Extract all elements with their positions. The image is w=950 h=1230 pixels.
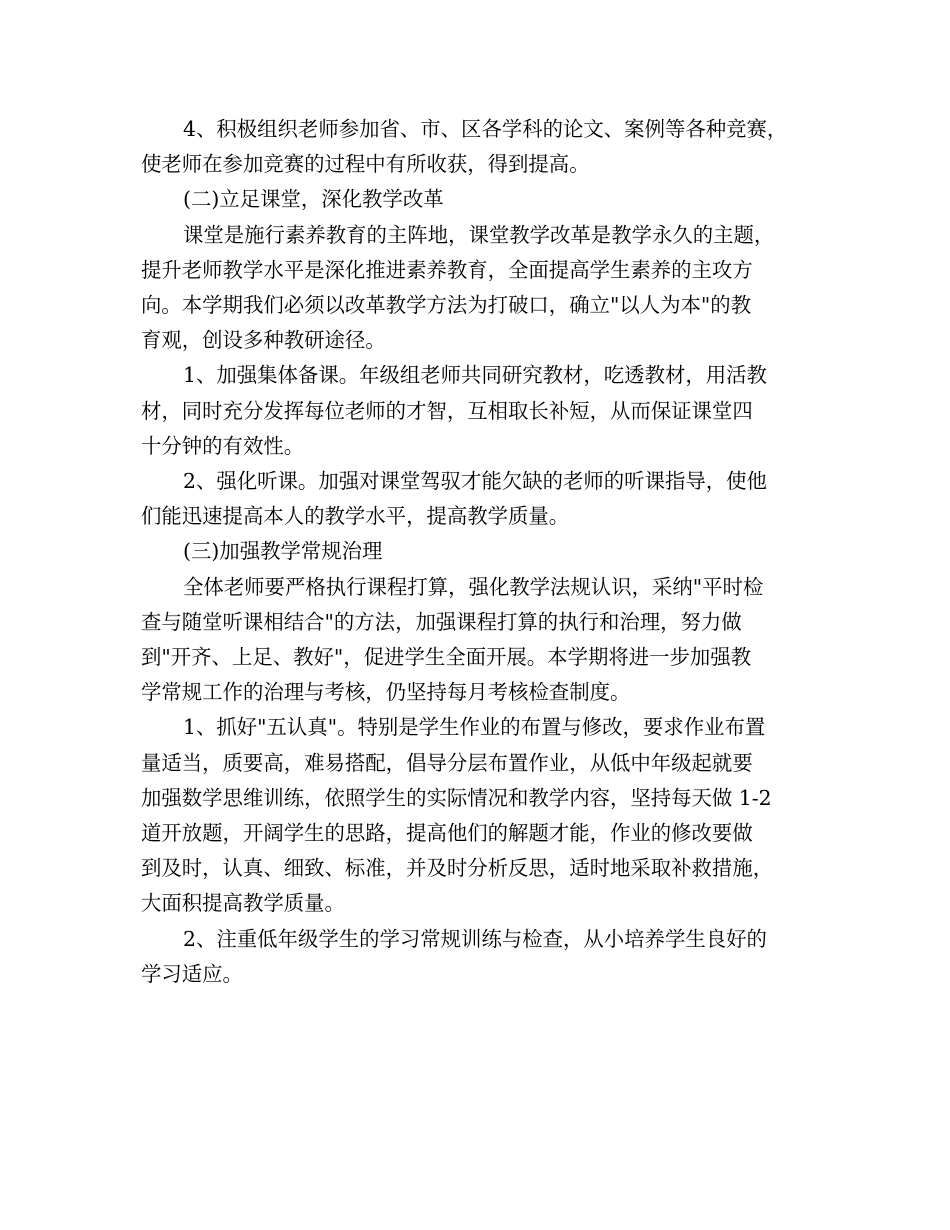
text-line: (三)加强教学常规治理	[183, 539, 383, 564]
paragraph-lesson-observation	[141, 464, 841, 534]
text-line: 1、加强集体备课。年级组老师共同研究教材，吃透教材，用活教	[183, 363, 767, 388]
paragraph-study-habits	[141, 922, 841, 992]
paragraph-curriculum-plan	[141, 570, 841, 711]
text-line: (二)立足课堂，深化教学改革	[183, 187, 444, 212]
section-heading-classroom-reform	[141, 182, 841, 217]
paragraph-classroom-main	[141, 218, 841, 359]
text-line: 查与随堂听课相结合"的方法，加强课程打算的执行和治理，努力做	[141, 609, 742, 634]
text-line: 到"开齐、上足、教好"，促进学生全面开展。本学期将进一步加强教	[141, 645, 752, 670]
text-line: 向。本学期我们必须以改革教学方法为打破口，确立"以人为本"的教	[141, 293, 752, 318]
text-line: 学常规工作的治理与考核，仍坚持每月考核检查制度。	[141, 680, 631, 705]
text-line: 道开放题，开阔学生的思路，提高他们的解题才能，作业的修改要做	[141, 821, 753, 846]
text-line: 全体老师要严格执行课程打算，强化教学法规认识，采纳"平时检	[183, 574, 764, 599]
text-line: 育观，创设多种教研途径。	[141, 328, 386, 353]
text-line: 加强数学思维训练，依照学生的实际情况和教学内容，坚持每天做 1-2	[141, 785, 772, 810]
text-line: 大面积提高教学质量。	[141, 891, 345, 916]
text-line: 学习适应。	[141, 961, 243, 986]
text-line: 1、抓好"五认真"。特别是学生作业的布置与修改，要求作业布置	[183, 715, 766, 740]
text-line: 4、积极组织老师参加省、市、区各学科的论文、案例等各种竞赛，	[183, 117, 788, 141]
paragraph-five-earnest	[141, 710, 841, 921]
text-line: 们能迅速提高本人的教学水平，提高教学质量。	[141, 504, 570, 529]
section-heading-teaching-routine	[141, 534, 841, 569]
text-line: 课堂是施行素养教育的主阵地，课堂教学改革是教学永久的主题，	[183, 222, 775, 247]
paragraph-collective-lesson-prep	[141, 358, 841, 464]
text-line: 提升老师教学水平是深化推进素养教育，全面提高学生素养的主攻方	[141, 257, 753, 282]
text-line: 2、注重低年级学生的学习常规训练与检查，从小培养学生良好的	[183, 926, 767, 951]
text-line: 使老师在参加竞赛的过程中有所收获，得到提高。	[141, 152, 590, 177]
document-body	[141, 112, 841, 992]
paragraph-competition	[141, 112, 841, 182]
text-line: 材，同时充分发挥每位老师的才智，互相取长补短，从而保证课堂四	[141, 398, 753, 423]
text-line: 到及时，认真、细致、标准，并及时分析反思，适时地采取补救措施，	[141, 856, 774, 881]
text-line: 十分钟的有效性。	[141, 433, 305, 458]
text-line: 2、强化听课。加强对课堂驾驭才能欠缺的老师的听课指导，使他	[183, 469, 767, 494]
text-line: 量适当，质要高，难易搭配，倡导分层布置作业，从低中年级起就要	[141, 750, 753, 775]
